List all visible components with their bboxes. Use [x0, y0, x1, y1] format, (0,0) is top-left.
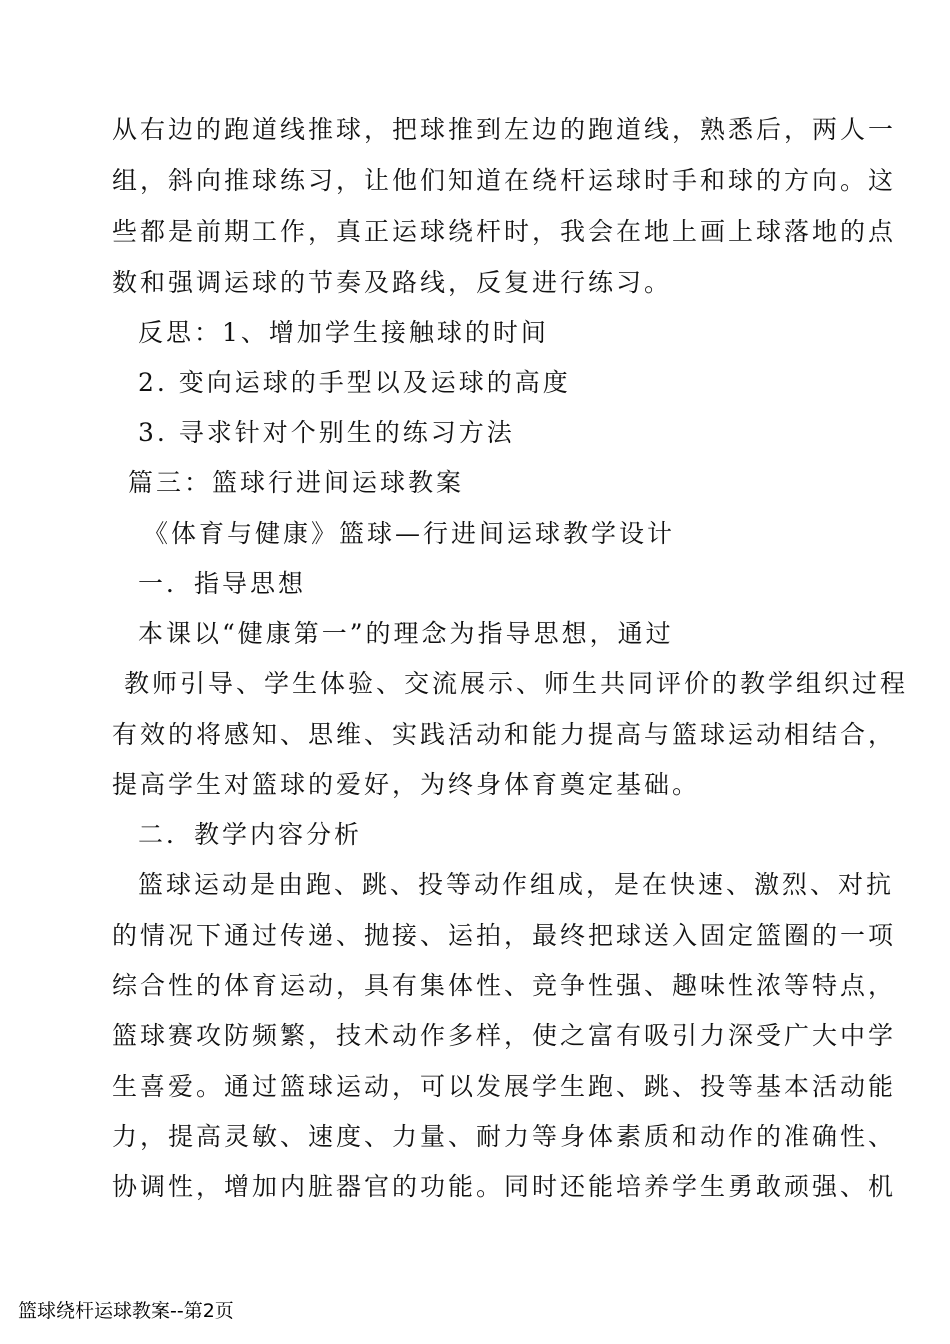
paragraph-line: 协调性，增加内脏器官的功能。同时还能培养学生勇敢顽强、机: [112, 1172, 897, 1201]
subsection-heading-1: 一．指导思想: [138, 569, 307, 598]
paragraph-line: 些都是前期工作，真正运球绕杆时，我会在地上画上球落地的点: [112, 217, 897, 246]
paragraph-line: 数和强调运球的节奏及路线，反复进行练习。: [112, 268, 673, 297]
paragraph-line: 篮球赛攻防频繁，技术动作多样，使之富有吸引力深受广大中学: [112, 1021, 897, 1050]
page-footer: 篮球绕杆运球教案--第2页: [18, 1300, 234, 1322]
section-title: 篇三：篮球行进间运球教案: [128, 468, 465, 497]
subsection-heading-2: 二．教学内容分析: [138, 820, 363, 849]
paragraph-line: 组，斜向推球练习，让他们知道在绕杆运球时手和球的方向。这: [112, 166, 897, 195]
paragraph-line: 有效的将感知、思维、实践活动和能力提高与篮球运动相结合，: [112, 720, 897, 749]
paragraph-line: 从右边的跑道线推球，把球推到左边的跑道线，熟悉后，两人一: [112, 115, 897, 144]
paragraph-line: 综合性的体育运动，具有集体性、竞争性强、趣味性浓等特点，: [112, 971, 897, 1000]
paragraph-line: 的情况下通过传递、抛接、运拍，最终把球送入固定篮圈的一项: [112, 921, 897, 950]
reflection-item-2: 2. 变向运球的手型以及运球的高度: [138, 368, 571, 397]
paragraph-line: 力，提高灵敏、速度、力量、耐力等身体素质和动作的准确性、: [112, 1122, 897, 1151]
paragraph-line: 教师引导、学生体验、交流展示、师生共同评价的教学组织过程: [124, 669, 909, 698]
design-title: 《体育与健康》篮球—行进间运球教学设计: [143, 519, 676, 548]
reflection-item-3: 3. 寻求针对个别生的练习方法: [138, 418, 515, 447]
reflection-heading: 反思：1、增加学生接触球的时间: [138, 318, 549, 347]
paragraph-line: 提高学生对篮球的爱好，为终身体育奠定基础。: [112, 770, 701, 799]
paragraph-line: 篮球运动是由跑、跳、投等动作组成，是在快速、激烈、对抗: [138, 870, 895, 899]
paragraph-line: 本课以“健康第一”的理念为指导思想，通过: [138, 619, 674, 648]
paragraph-line: 生喜爱。通过篮球运动，可以发展学生跑、跳、投等基本活动能: [112, 1072, 897, 1101]
